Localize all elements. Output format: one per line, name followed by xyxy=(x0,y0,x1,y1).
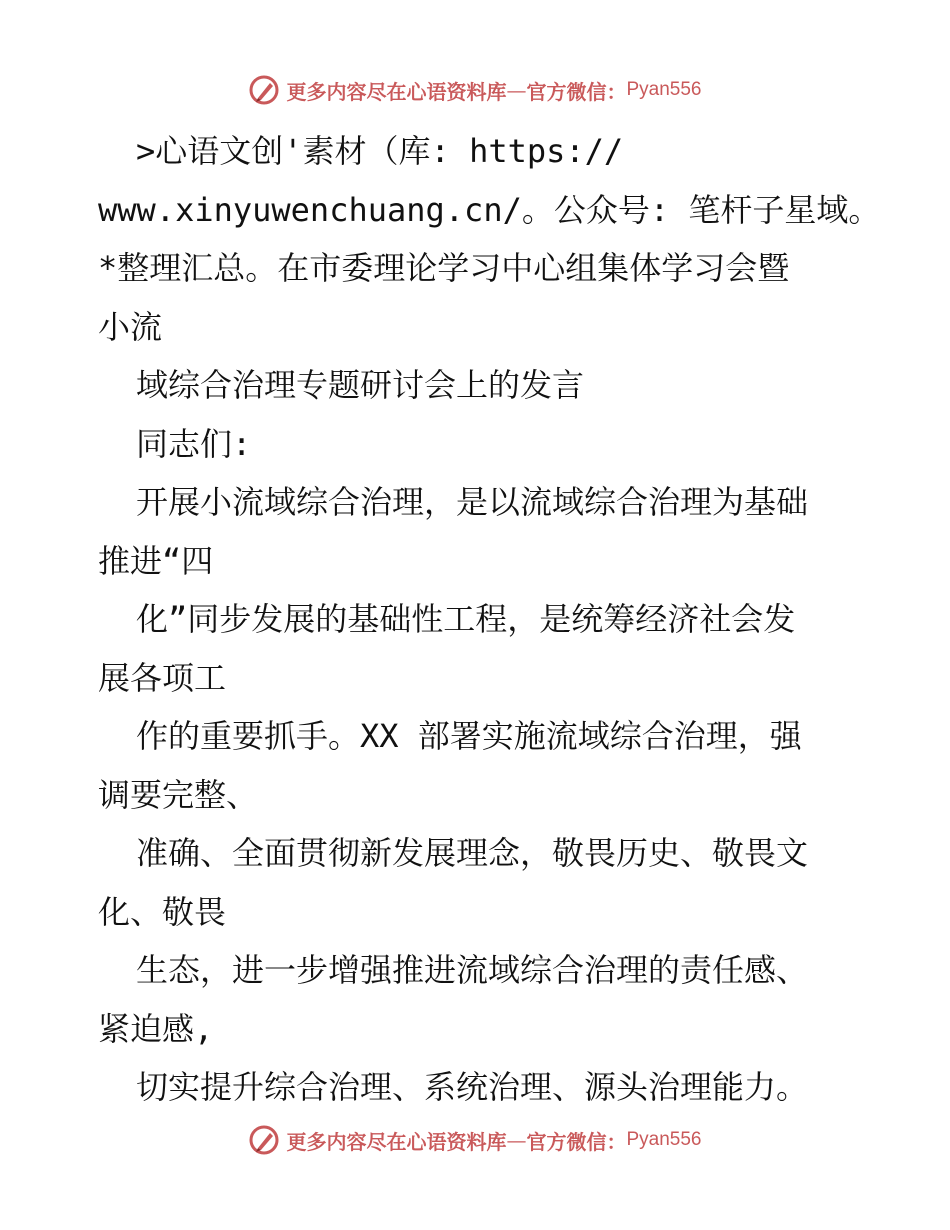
footer-watermark-banner xyxy=(0,1120,950,1160)
banner-wechat-label: 官方微信： xyxy=(526,1129,627,1154)
text-line: 化、敬畏 xyxy=(98,892,227,931)
text-line: www.xinyuwenchuang.cn/。公众号: 笔杆子星域。 xyxy=(98,190,881,229)
text-line: 切实提升综合治理、系统治理、源头治理能力。 xyxy=(136,1068,809,1106)
text-line: 作的重要抓手。XX 部署实施流域综合治理，强 xyxy=(136,717,802,755)
text-line: 小流 xyxy=(98,307,163,346)
banner-separator: — xyxy=(506,1128,527,1152)
banner-separator: — xyxy=(506,78,527,102)
banner-wechat-id: Pyan556 xyxy=(626,1129,702,1150)
banner-wechat-label: 官方微信： xyxy=(526,79,627,104)
text-line: 生态，进一步增强推进流域综合治理的责任感、 xyxy=(136,951,809,989)
banner-wechat-id: Pyan556 xyxy=(626,79,702,100)
pen-logo-icon xyxy=(248,1124,280,1156)
text-line: 展各项工 xyxy=(98,658,227,697)
text-line: 准确、全面贯彻新发展理念，敬畏历史、敬畏文 xyxy=(136,834,809,872)
banner-main-text: 更多内容尽在心语资料库 xyxy=(286,1129,507,1154)
text-line: 化”同步发展的基础性工程，是统筹经济社会发 xyxy=(136,600,796,638)
banner-main-text: 更多内容尽在心语资料库 xyxy=(286,79,507,104)
text-line: 域综合治理专题研讨会上的发言 xyxy=(136,366,585,404)
text-line: 紧迫感, xyxy=(98,1009,214,1048)
text-line: 开展小流域综合治理，是以流域综合治理为基础 xyxy=(136,483,809,521)
header-watermark-banner xyxy=(0,70,950,110)
document-body xyxy=(98,122,881,1117)
text-line: >心语文创'素材（库: https:// xyxy=(136,132,624,170)
text-line: 同志们: xyxy=(136,424,252,463)
text-line: *整理汇总。在市委理论学习中心组集体学习会暨 xyxy=(98,249,790,287)
pen-logo-icon xyxy=(248,74,280,106)
text-line: 推进“四 xyxy=(98,541,214,580)
text-line: 调要完整、 xyxy=(98,775,259,814)
